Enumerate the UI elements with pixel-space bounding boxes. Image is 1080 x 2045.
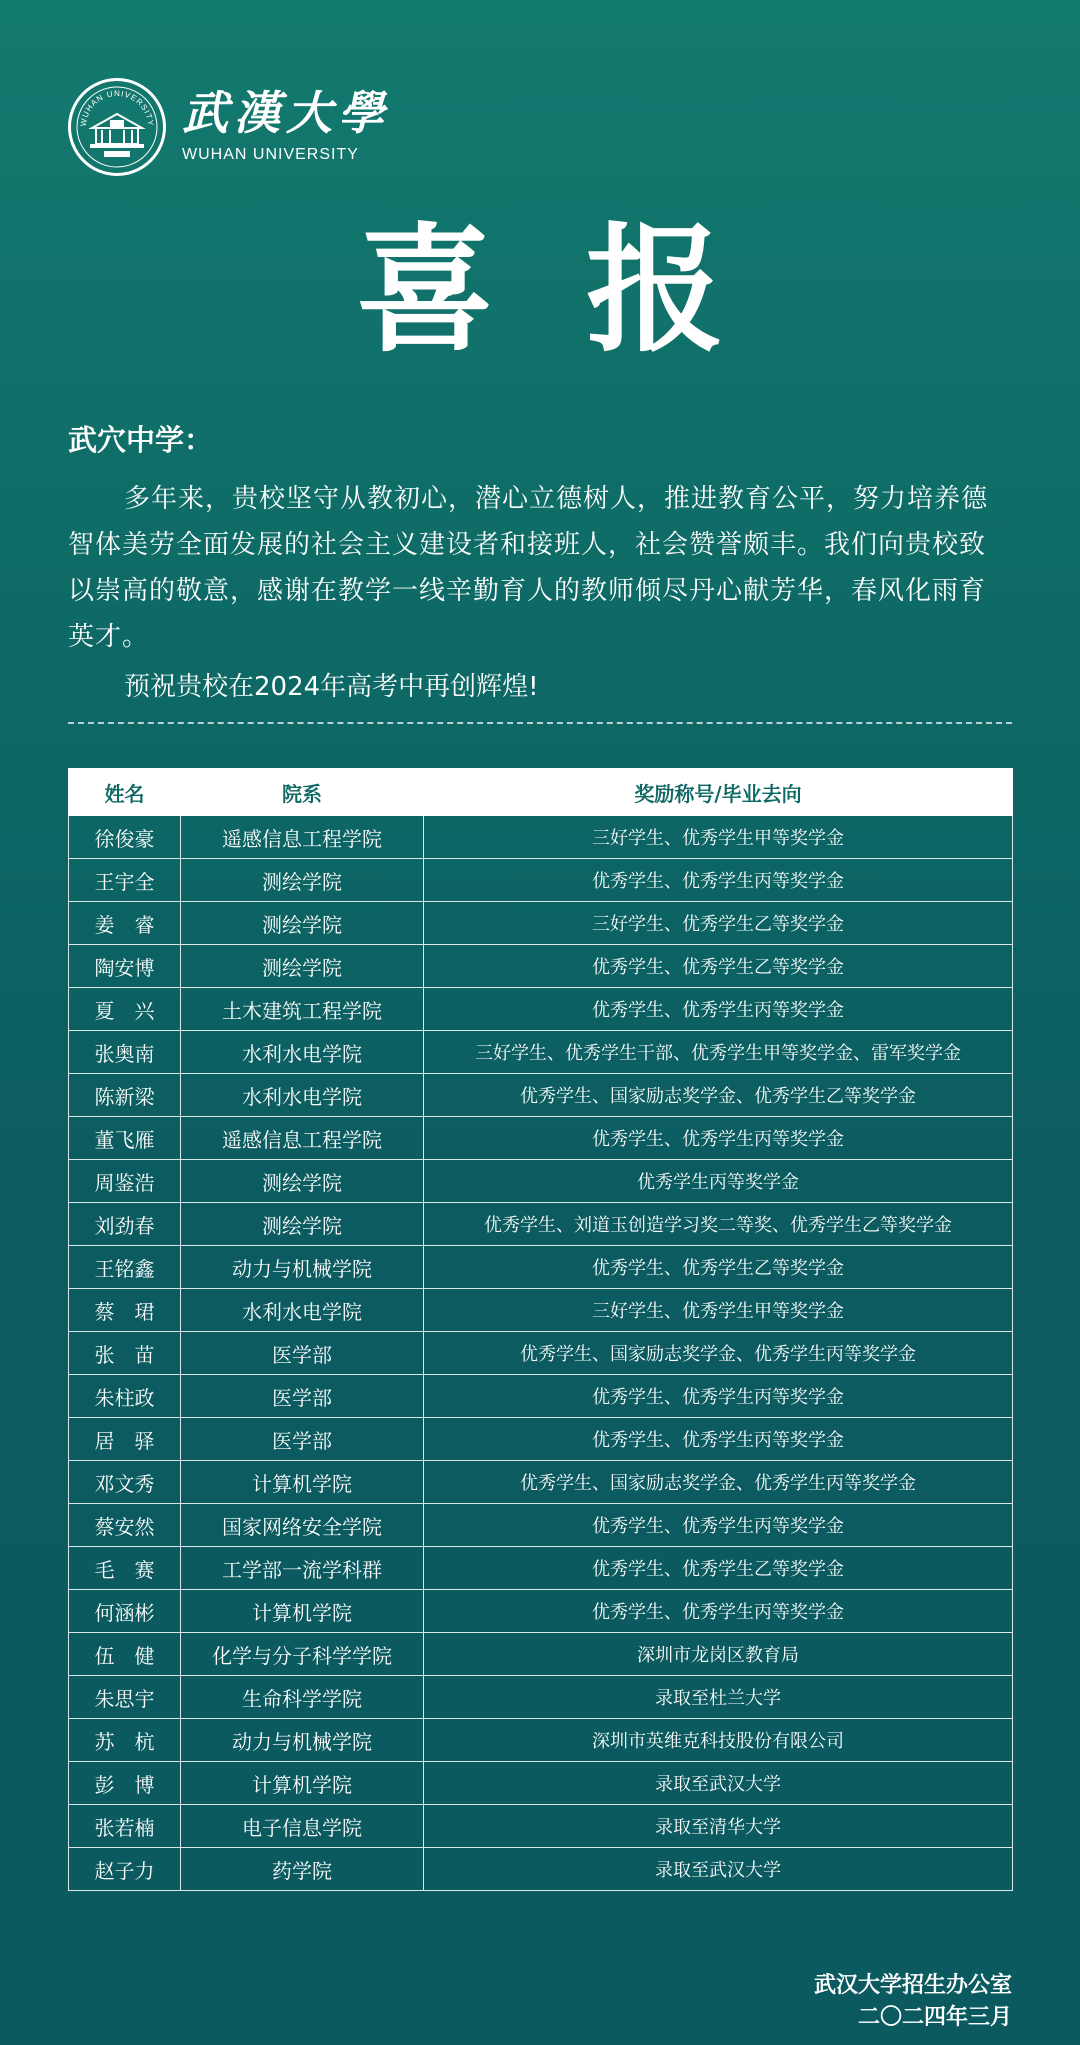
student-name: 刘劲春 xyxy=(69,1203,181,1246)
university-seal-icon xyxy=(68,78,166,176)
award: 录取至武汉大学 xyxy=(424,1762,1013,1805)
table-row xyxy=(69,1203,1013,1246)
student-name: 陈新梁 xyxy=(69,1074,181,1117)
award: 优秀学生、国家励志奖学金、优秀学生乙等奖学金 xyxy=(424,1074,1013,1117)
student-name: 伍 健 xyxy=(69,1633,181,1676)
department: 工学部一流学科群 xyxy=(181,1547,424,1590)
honor-table xyxy=(68,768,1012,1891)
award: 录取至武汉大学 xyxy=(424,1848,1013,1891)
table-row xyxy=(69,859,1013,902)
award: 优秀学生、优秀学生丙等奖学金 xyxy=(424,988,1013,1031)
student-name: 董飞雁 xyxy=(69,1117,181,1160)
table-row xyxy=(69,1160,1013,1203)
table-row xyxy=(69,1633,1013,1676)
student-name: 赵子力 xyxy=(69,1848,181,1891)
department: 测绘学院 xyxy=(181,945,424,988)
department: 国家网络安全学院 xyxy=(181,1504,424,1547)
student-name: 陶安博 xyxy=(69,945,181,988)
department: 测绘学院 xyxy=(181,859,424,902)
award: 优秀学生、国家励志奖学金、优秀学生丙等奖学金 xyxy=(424,1332,1013,1375)
department: 动力与机械学院 xyxy=(181,1246,424,1289)
department: 土木建筑工程学院 xyxy=(181,988,424,1031)
student-name: 王宇全 xyxy=(69,859,181,902)
award: 优秀学生、优秀学生丙等奖学金 xyxy=(424,1117,1013,1160)
student-name: 何涵彬 xyxy=(69,1590,181,1633)
student-name: 姜 睿 xyxy=(69,902,181,945)
letter-body: 多年来，贵校坚守从教初心，潜心立德树人，推进教育公平，努力培养德智体美劳全面发展的社会主义建设者和接班人，社会赞誉颇丰。我们向贵校致以崇高的敬意，感谢在教学一线辛勤育人的教师倾尽丹心献芳华，春风化雨育英才。 xyxy=(68,484,989,652)
footer-date: 二〇二四年三月 xyxy=(857,2005,1012,2030)
table-header-row xyxy=(69,769,1013,816)
department: 医学部 xyxy=(181,1375,424,1418)
letter-wish: 预祝贵校在2024年高考中再创辉煌! xyxy=(124,672,539,702)
department: 医学部 xyxy=(181,1332,424,1375)
award: 优秀学生、国家励志奖学金、优秀学生丙等奖学金 xyxy=(424,1461,1013,1504)
student-name: 彭 博 xyxy=(69,1762,181,1805)
table-row xyxy=(69,816,1013,859)
header-award: 奖励称号/毕业去向 xyxy=(424,769,1013,816)
award: 优秀学生、刘道玉创造学习奖二等奖、优秀学生乙等奖学金 xyxy=(424,1203,1013,1246)
header-name: 姓名 xyxy=(69,769,181,816)
letter-greeting: 武穴中学： xyxy=(68,423,214,457)
student-name: 王铭鑫 xyxy=(69,1246,181,1289)
award: 深圳市英维克科技股份有限公司 xyxy=(424,1719,1013,1762)
department: 遥感信息工程学院 xyxy=(181,1117,424,1160)
department: 药学院 xyxy=(181,1848,424,1891)
award: 优秀学生丙等奖学金 xyxy=(424,1160,1013,1203)
student-name: 张奥南 xyxy=(69,1031,181,1074)
student-name: 张 苗 xyxy=(69,1332,181,1375)
table-row xyxy=(69,1289,1013,1332)
table-row xyxy=(69,1418,1013,1461)
department: 水利水电学院 xyxy=(181,1031,424,1074)
table-row xyxy=(69,1117,1013,1160)
department: 计算机学院 xyxy=(181,1590,424,1633)
table-row xyxy=(69,1074,1013,1117)
award: 深圳市龙岗区教育局 xyxy=(424,1633,1013,1676)
department: 水利水电学院 xyxy=(181,1074,424,1117)
table-row xyxy=(69,1547,1013,1590)
student-name: 蔡安然 xyxy=(69,1504,181,1547)
table-row xyxy=(69,945,1013,988)
student-name: 毛 赛 xyxy=(69,1547,181,1590)
award: 三好学生、优秀学生甲等奖学金 xyxy=(424,816,1013,859)
table-row xyxy=(69,1805,1013,1848)
student-name: 张若楠 xyxy=(69,1805,181,1848)
award: 优秀学生、优秀学生乙等奖学金 xyxy=(424,945,1013,988)
table-row xyxy=(69,1590,1013,1633)
student-name: 居 驿 xyxy=(69,1418,181,1461)
dashed-divider xyxy=(68,722,1012,724)
letter xyxy=(68,418,1012,710)
award: 优秀学生、优秀学生丙等奖学金 xyxy=(424,1418,1013,1461)
award: 优秀学生、优秀学生乙等奖学金 xyxy=(424,1246,1013,1289)
logo-english-name: WUHAN UNIVERSITY xyxy=(182,146,359,163)
table-row xyxy=(69,1676,1013,1719)
student-name: 朱柱政 xyxy=(69,1375,181,1418)
table-row xyxy=(69,1762,1013,1805)
page-title: 喜报 xyxy=(355,210,816,371)
table-row xyxy=(69,1332,1013,1375)
award: 三好学生、优秀学生干部、优秀学生甲等奖学金、雷军奖学金 xyxy=(424,1031,1013,1074)
table-row xyxy=(69,1848,1013,1891)
department: 测绘学院 xyxy=(181,902,424,945)
department: 动力与机械学院 xyxy=(181,1719,424,1762)
table-row xyxy=(69,988,1013,1031)
department: 水利水电学院 xyxy=(181,1289,424,1332)
award: 优秀学生、优秀学生丙等奖学金 xyxy=(424,1590,1013,1633)
award: 优秀学生、优秀学生丙等奖学金 xyxy=(424,1504,1013,1547)
department: 测绘学院 xyxy=(181,1203,424,1246)
award: 优秀学生、优秀学生丙等奖学金 xyxy=(424,859,1013,902)
award: 优秀学生、优秀学生丙等奖学金 xyxy=(424,1375,1013,1418)
department: 化学与分子科学学院 xyxy=(181,1633,424,1676)
student-name: 蔡 珺 xyxy=(69,1289,181,1332)
student-name: 周鉴浩 xyxy=(69,1160,181,1203)
award: 三好学生、优秀学生乙等奖学金 xyxy=(424,902,1013,945)
department: 测绘学院 xyxy=(181,1160,424,1203)
table-row xyxy=(69,1504,1013,1547)
footer-office: 武汉大学招生办公室 xyxy=(813,1973,1012,1998)
student-name: 邓文秀 xyxy=(69,1461,181,1504)
student-name: 徐俊豪 xyxy=(69,816,181,859)
table-row xyxy=(69,902,1013,945)
student-name: 朱思宇 xyxy=(69,1676,181,1719)
department: 医学部 xyxy=(181,1418,424,1461)
table-row xyxy=(69,1719,1013,1762)
logo-chinese-name: 武漢大學 xyxy=(182,86,390,140)
table-row xyxy=(69,1031,1013,1074)
department: 计算机学院 xyxy=(181,1461,424,1504)
award: 优秀学生、优秀学生乙等奖学金 xyxy=(424,1547,1013,1590)
department: 电子信息学院 xyxy=(181,1805,424,1848)
award: 三好学生、优秀学生甲等奖学金 xyxy=(424,1289,1013,1332)
department: 遥感信息工程学院 xyxy=(181,816,424,859)
award: 录取至清华大学 xyxy=(424,1805,1013,1848)
table-row xyxy=(69,1375,1013,1418)
table-row xyxy=(69,1246,1013,1289)
footer-signature xyxy=(814,1970,1012,2034)
header-department: 院系 xyxy=(181,769,424,816)
department: 生命科学学院 xyxy=(181,1676,424,1719)
university-logo xyxy=(68,78,390,176)
department: 计算机学院 xyxy=(181,1762,424,1805)
student-name: 夏 兴 xyxy=(69,988,181,1031)
table-row xyxy=(69,1461,1013,1504)
student-name: 苏 杭 xyxy=(69,1719,181,1762)
seal-text: WUHAN UNIVERSITY xyxy=(78,88,156,127)
award: 录取至杜兰大学 xyxy=(424,1676,1013,1719)
